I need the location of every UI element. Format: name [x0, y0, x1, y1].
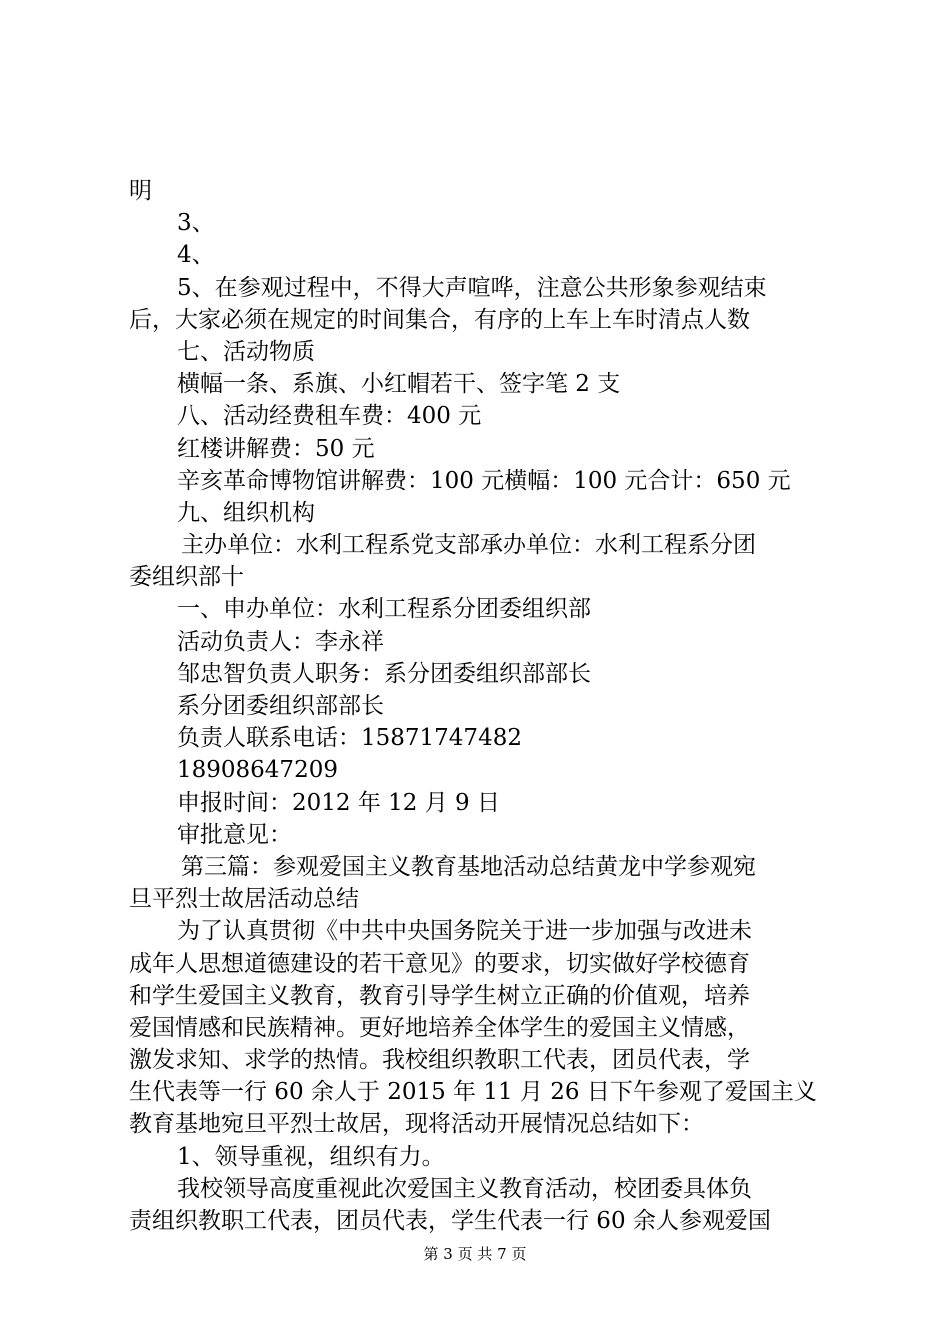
text-line: 爱国情感和民族精神。更好地培养全体学生的爱国主义情感， — [129, 1014, 750, 1041]
text-line: 1、领导重视，组织有力。 — [177, 1143, 445, 1170]
text-line: 九、组织机构 — [177, 499, 315, 526]
text-line: 5、在参观过程中，不得大声喧哗，注意公共形象参观结束 — [177, 274, 767, 301]
text-line: 委组织部十 — [129, 564, 244, 591]
text-line: 后，大家必须在规定的时间集合，有序的上车上车时清点人数 — [129, 306, 750, 333]
text-line: 活动负责人：李永祥 — [177, 628, 384, 655]
text-line: 系分团委组织部部长 — [177, 693, 384, 719]
text-line: 第三篇：参观爱国主义教育基地活动总结黄龙中学参观宛 — [181, 853, 756, 880]
text-line: 八、活动经费租车费：400 元 — [177, 403, 482, 430]
text-line: 邹忠智负责人职务：系分团委组织部部长 — [177, 660, 591, 687]
text-line: 责组织教职工代表，团员代表，学生代表一行 60 余人参观爱国 — [129, 1208, 771, 1234]
text-line: 审批意见： — [177, 821, 292, 848]
text-line: 18908647209 — [177, 757, 338, 784]
text-line: 辛亥革命博物馆讲解费：100 元横幅：100 元合计：650 元 — [177, 467, 791, 494]
text-line: 明 — [129, 178, 152, 204]
text-line: 4、 — [177, 242, 215, 269]
page-footer: 第 3 页 共 7 页 — [423, 1245, 527, 1263]
text-line: 主办单位：水利工程系党支部承办单位：水利工程系分团 — [181, 532, 756, 559]
text-line: 成年人思想道德建设的若干意见》的要求，切实做好学校德育 — [129, 950, 750, 977]
text-line: 生代表等一行 60 余人于 2015 年 11 月 26 日下午参观了爱国主义 — [129, 1079, 817, 1106]
text-line: 负责人联系电话：15871747482 — [177, 725, 522, 752]
text-line: 和学生爱国主义教育，教育引导学生树立正确的价值观，培养 — [129, 982, 750, 1009]
text-line: 横幅一条、系旗、小红帽若干、签字笔 2 支 — [177, 371, 621, 398]
text-line: 申报时间：2012 年 12 月 9 日 — [177, 789, 500, 816]
text-line: 3、 — [177, 210, 215, 237]
document-body — [129, 175, 829, 1237]
text-line: 激发求知、求学的热情。我校组织教职工代表，团员代表，学 — [129, 1047, 750, 1074]
text-line: 七、活动物质 — [177, 338, 315, 365]
text-line: 教育基地宛旦平烈士故居，现将活动开展情况总结如下： — [129, 1111, 704, 1138]
text-line: 红楼讲解费：50 元 — [177, 435, 375, 462]
text-line: 旦平烈士故居活动总结 — [129, 886, 359, 913]
text-line: 一、申办单位：水利工程系分团委组织部 — [177, 596, 591, 623]
text-line: 我校领导高度重视此次爱国主义教育活动，校团委具体负 — [177, 1175, 752, 1202]
text-line: 为了认真贯彻《中共中央国务院关于进一步加强与改进未 — [177, 918, 752, 945]
